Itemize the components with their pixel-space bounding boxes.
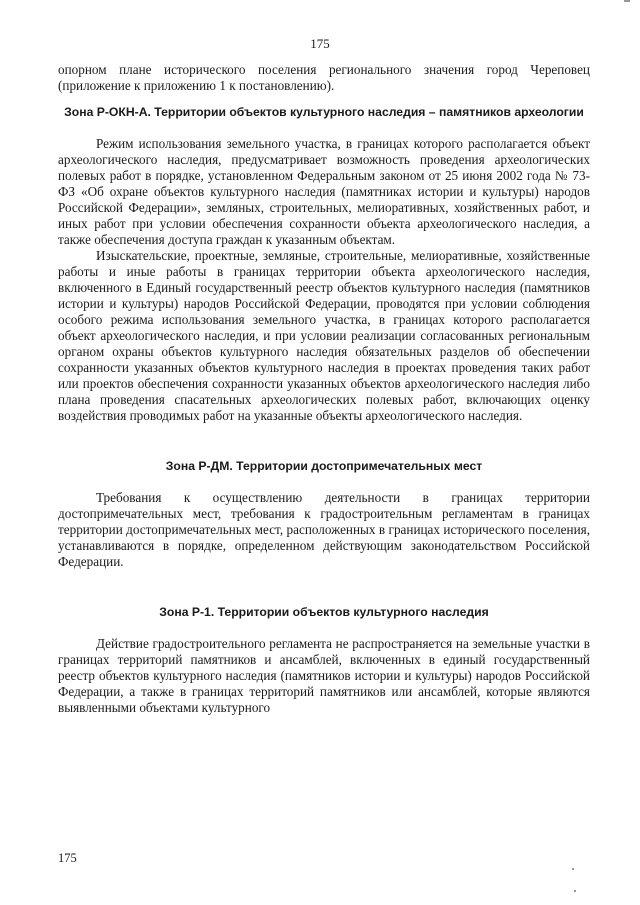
section-heading-dm: Зона Р-ДМ. Территории достопримечательных мест <box>165 459 483 473</box>
page-number-top: 175 <box>310 36 330 51</box>
scan-speck <box>574 890 576 892</box>
intro-paragraph: опорном плане исторического поселения регионального значения город Череповец (приложение к приложению 1 к постановлению). <box>58 62 590 93</box>
page-number-bottom: 175 <box>58 851 77 865</box>
okn-a-paragraph-2: Изыскательские, проектные, земляные, строительные, мелиоративные, хозяйственные работы и иные работы в границах территории объекта археологического наследия, включенного в Единый государственный реестр объектов культурного наследия (памятников истории и культуры) народов Российской Федерации, проводятся при условии соблюдения особого режима использования земельного участка, в границах которого располагается объект археологического наследия, и при условии реализации согласованных региональным органом охраны объектов культурного наследия обязательных разделов об обеспечении сохранности указанных объектов культурного наследия в проектах проведения таких работ или проектов обеспечения сохранности указанных объектов археологического наследия либо плана проведения спасательных археологических полевых работ, включающих оценку воздействия проводимых работ на указанные объекты археологического наследия. <box>58 248 590 423</box>
okn-a-paragraph-1: Режим использования земельного участка, в границах которого располагается объект археологического наследия, предусматривает возможность проведения археологических полевых работ в порядке, установленном Федеральным законом от 25 июня 2002 года № 73-ФЗ «Об охране объектов культурного наследия (памятниках истории и культуры) народов Российской Федерации», земляных, строительных, мелиоративных, хозяйственных работ, и иных работ при условии обеспечения сохранности объекта археологического наследия, а также обеспечения доступа граждан к указанным объектам. <box>58 136 590 247</box>
scan-mark <box>624 0 630 2</box>
section-heading-r1: Зона Р-1. Территории объектов культурного наследия <box>159 605 489 619</box>
scan-speck <box>572 868 574 870</box>
section-heading-okn-a: Зона Р-ОКН-А. Территории объектов культурного наследия – памятников археологии <box>64 105 584 119</box>
r1-paragraph-1: Действие градостроительного регламента не распространяется на земельные участки в границах территорий памятников и ансамблей, включенных в единый государственный реестр объектов культурного наследия (памятников истории и культуры) народов Российской Федерации, а также в границах территорий памятников или ансамблей, которые являются выявленными объектами культурного <box>58 636 590 715</box>
document-body <box>58 62 590 716</box>
dm-paragraph-1: Требования к осуществлению деятельности в границах территории достопримечательных мест, требования к градостроительным регламентам в границах территории достопримечательных мест, расположенных в границах исторического поселения, устанавливаются в порядке, определенном действующим законодательством Российской Федерации. <box>58 490 590 569</box>
